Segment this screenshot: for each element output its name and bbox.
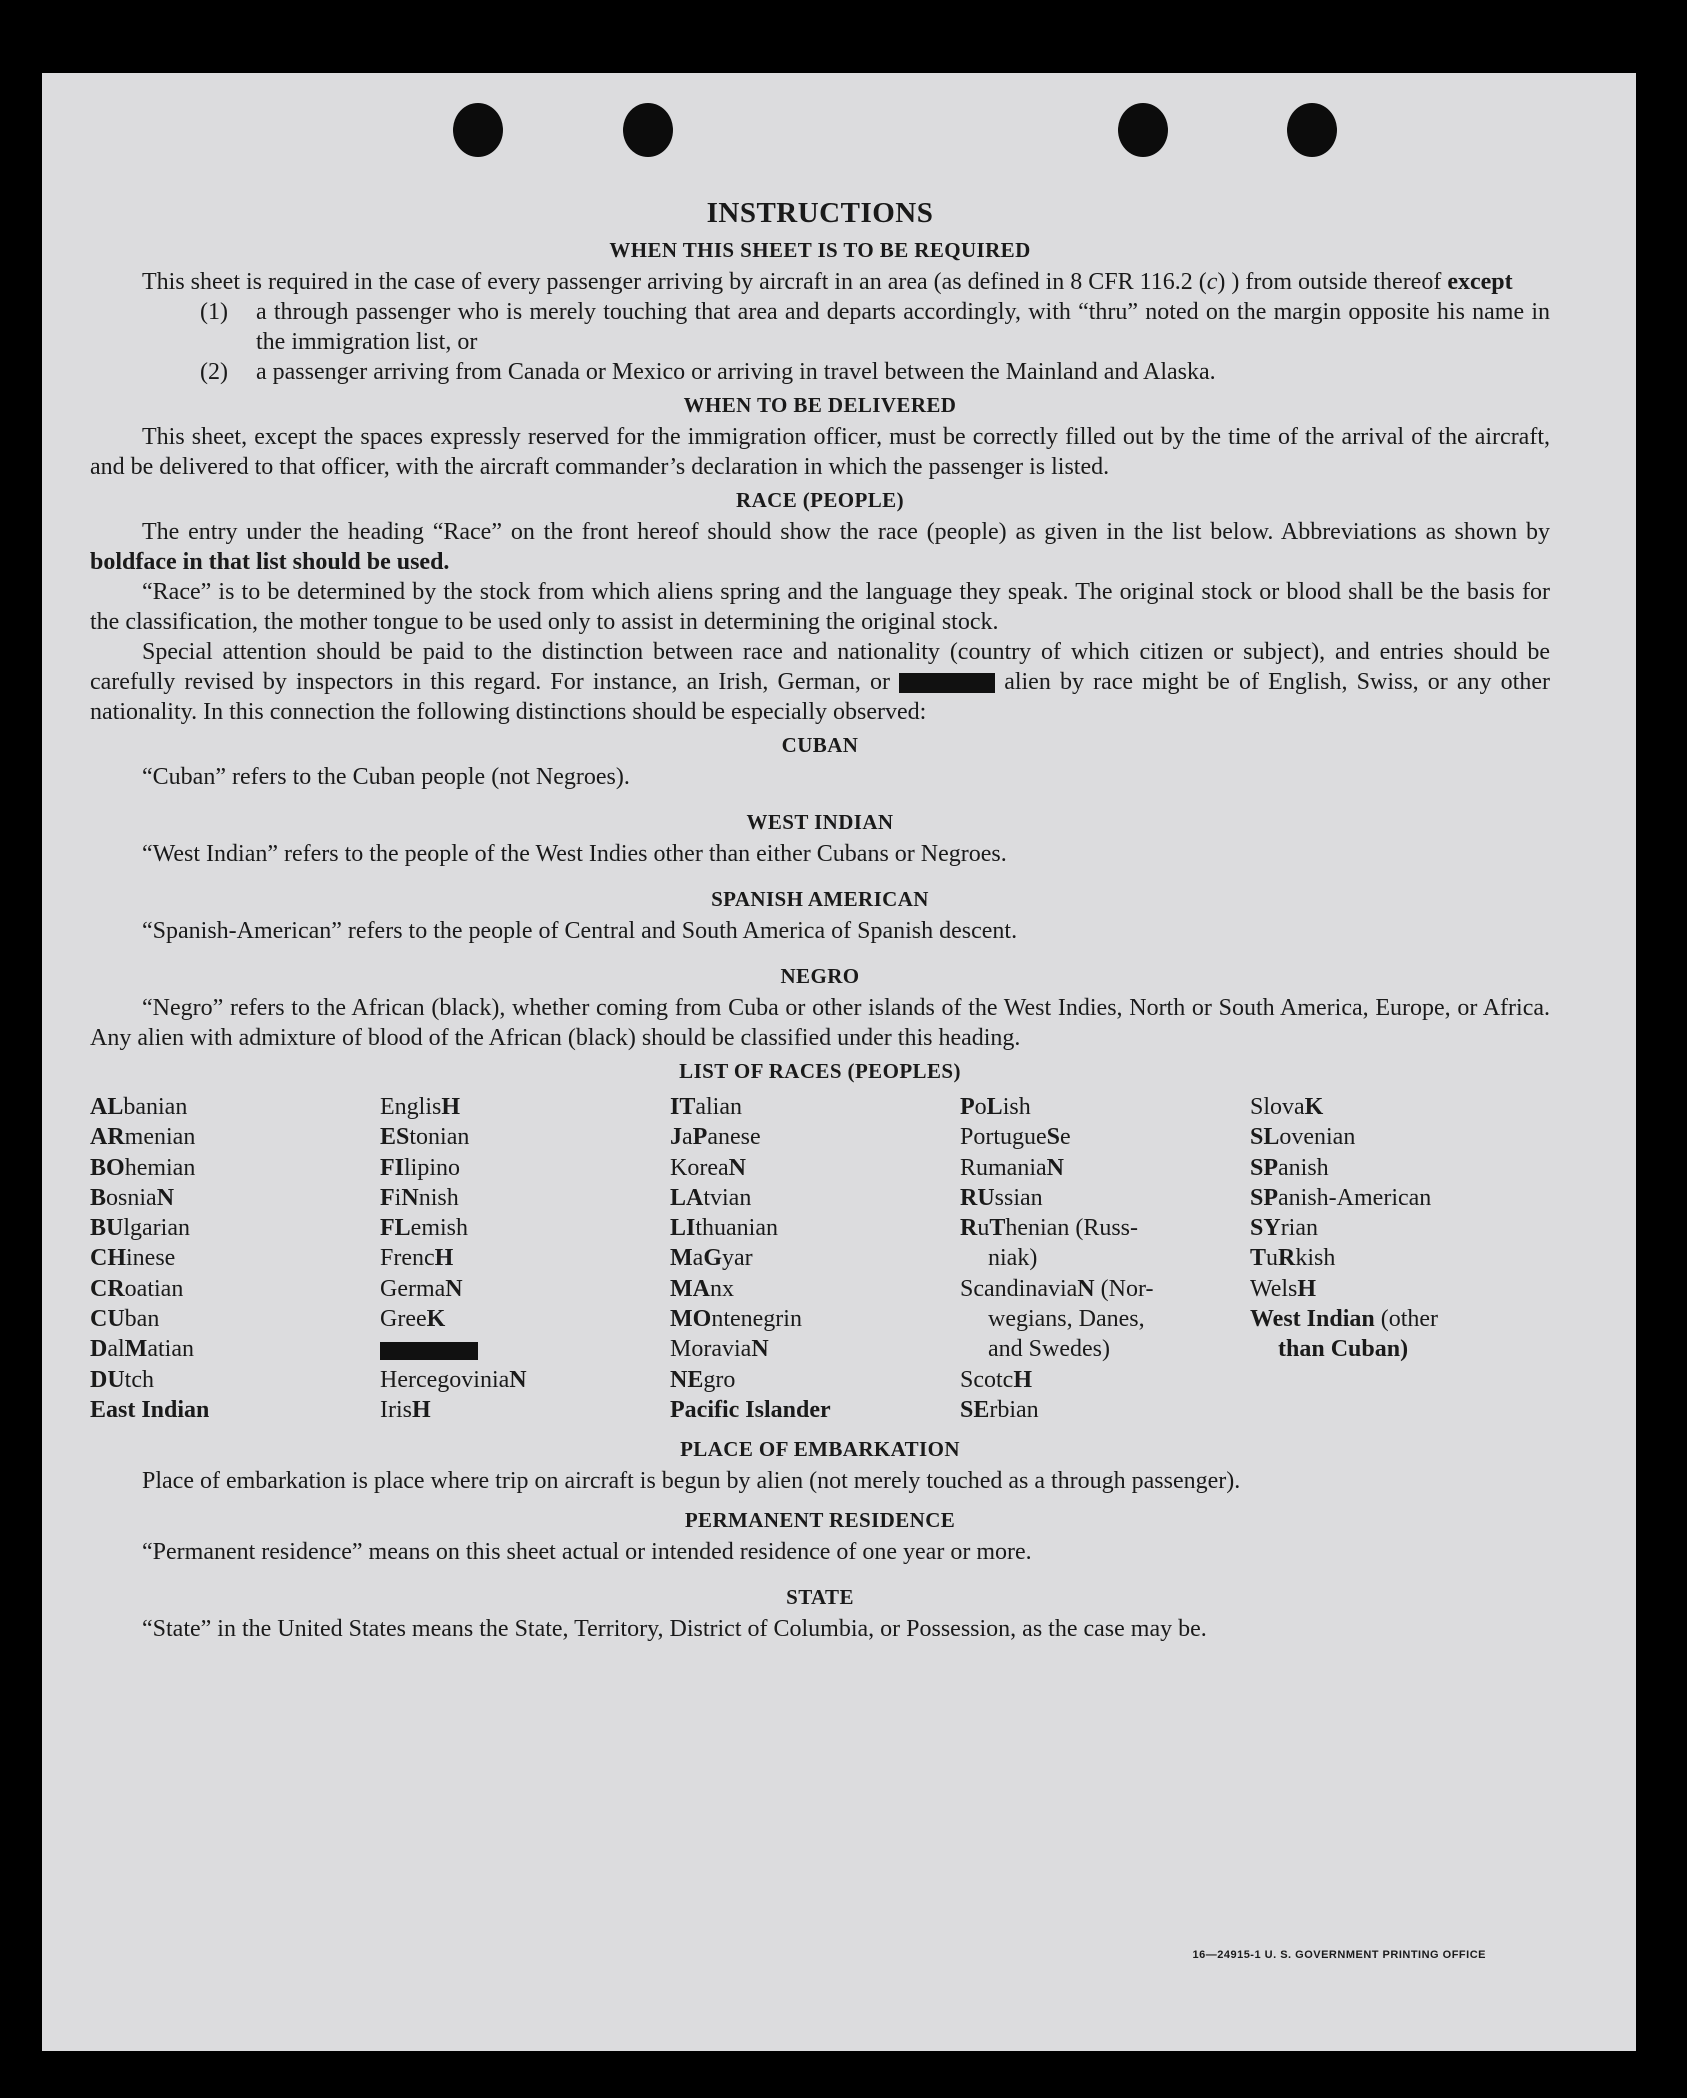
punch-hole [1118, 103, 1168, 157]
race-entry: niak) [988, 1245, 1038, 1272]
race-column [1250, 1092, 1550, 1425]
heading-west-indian: WEST INDIAN [746, 810, 894, 834]
paragraph-race-3: Special attention should be paid to the distinction between race and nationality (country of which citizen or subject), and entries should be carefully revised by inspectors in this regard. For instance, an Irish, German, or alien by race might be of English, Swiss, or any other nationality. In this connection the following distinctions should be especially observed: [90, 639, 1550, 725]
heading-state: STATE [786, 1585, 854, 1610]
heading-negro: NEGRO [780, 964, 860, 988]
paragraph-permanent-residence: “Permanent residence” means on this sheet actual or intended residence of one year or more. [142, 1539, 1032, 1566]
race-column [380, 1092, 670, 1425]
race-entry: CHinese [90, 1245, 176, 1272]
race-entry: ARmenian [90, 1124, 196, 1151]
race-entry: GermaN [380, 1275, 463, 1302]
race-entry: Pacific Islander [670, 1396, 831, 1423]
race-entry: SlovaK [1250, 1094, 1324, 1120]
race-entry: JaPanese [670, 1124, 761, 1151]
punch-hole [1287, 103, 1337, 157]
race-entry: EStonian [380, 1124, 470, 1151]
race-entry: East Indian [90, 1396, 210, 1423]
race-entry: DUtch [90, 1366, 154, 1393]
race-entry: MoraviaN [670, 1336, 769, 1363]
paragraph-race-2: “Race” is to be determined by the stock from which aliens spring and the language they speak. The original stock or blood shall be the basis for the classification, the mother tongue to be used only to assist in determining the original stock. [90, 579, 1550, 635]
race-entry: NEgro [670, 1366, 736, 1393]
heading-when-delivered: WHEN TO BE DELIVERED [683, 393, 957, 417]
race-entry: GreeK [380, 1306, 446, 1333]
punch-hole [623, 103, 673, 157]
race-entry: RuThenian (Russ- [960, 1215, 1139, 1242]
race-entry: ScandinaviaN (Nor- [960, 1275, 1154, 1302]
race-entry: MAnx [670, 1275, 734, 1302]
document-body [90, 197, 1550, 1644]
race-entry: PortugueSe [960, 1124, 1071, 1151]
race-entry: WelsH [1250, 1275, 1317, 1302]
paragraph-embarkation: Place of embarkation is place where trip on aircraft is begun by alien (not merely touched as a through passenger). [142, 1468, 1241, 1495]
race-entry: EnglisH [380, 1094, 461, 1120]
race-entry: KoreaN [670, 1154, 746, 1181]
page-title: INSTRUCTIONS [706, 197, 934, 229]
exception-item-2: (2) a passenger arriving from Canada or Mexico or arriving in travel between the Mainland and Alaska. [200, 359, 1216, 385]
printer-imprint: 16—24915-1 U. S. GOVERNMENT PRINTING OFFICE [1192, 1949, 1486, 1961]
race-entry: FrencH [380, 1245, 454, 1272]
instruction-sheet [42, 73, 1636, 2051]
race-entry: LIthuanian [670, 1215, 778, 1242]
race-entry: LAtvian [670, 1184, 752, 1211]
heading-cuban: CUBAN [781, 733, 859, 757]
race-entry [380, 1334, 670, 1364]
race-entry: BosniaN [90, 1184, 175, 1211]
race-entry: RumaniaN [960, 1154, 1064, 1181]
race-entry: MOntenegrin [670, 1306, 802, 1333]
race-entry: wegians, Danes, [988, 1306, 1145, 1333]
race-entry: CRoatian [90, 1275, 184, 1302]
race-entry: SErbian [960, 1396, 1039, 1423]
race-entry: and Swedes) [988, 1336, 1110, 1363]
heading-spanish-american: SPANISH AMERICAN [711, 887, 929, 911]
race-entry: HercegoviniaN [380, 1366, 527, 1393]
race-entry: BOhemian [90, 1154, 196, 1181]
race-entry: SPanish-American [1250, 1184, 1432, 1211]
heading-race: RACE (PEOPLE) [736, 488, 904, 512]
paragraph-required: This sheet is required in the case of every passenger arriving by aircraft in an area (as defined in 8 CFR 116.2 (c) ) from outside thereof except [142, 269, 1513, 295]
paragraph-spanish-american: “Spanish-American” refers to the people of Central and South America of Spanish descent. [142, 918, 1018, 944]
paragraph-negro: “Negro” refers to the African (black), whether coming from Cuba or other islands of the West Indies, North or South America, Europe, or Africa. Any alien with admixture of blood of the African (black) should be classified under this heading. [90, 995, 1550, 1051]
race-entry: PoLish [960, 1094, 1031, 1120]
race-entry: TuRkish [1250, 1245, 1336, 1272]
redaction-mark [899, 673, 995, 693]
heading-when-required: WHEN THIS SHEET IS TO BE REQUIRED [609, 238, 1031, 262]
redaction-mark [380, 1342, 478, 1360]
race-entry: DalMatian [90, 1336, 194, 1363]
heading-list-of-races: LIST OF RACES (PEOPLES) [679, 1059, 961, 1083]
paragraph-delivered: This sheet, except the spaces expressly reserved for the immigration officer, must be correctly filled out by the time of the arrival of the aircraft, and be delivered to that officer, with the aircraft commander’s declaration in which the passenger is listed. [90, 424, 1550, 480]
race-entry: BUlgarian [90, 1215, 190, 1242]
paragraph-race-1: The entry under the heading “Race” on the front hereof should show the race (people) as given in the list below. Abbreviations as shown by boldface in that list should be used. [90, 519, 1550, 575]
race-entry: FIlipino [380, 1154, 461, 1181]
race-list [90, 1092, 1550, 1425]
race-entry: RUssian [960, 1184, 1043, 1211]
heading-embarkation: PLACE OF EMBARKATION [680, 1437, 960, 1462]
race-entry: ITalian [670, 1094, 742, 1120]
race-entry: CUban [90, 1306, 160, 1333]
race-entry: FLemish [380, 1215, 468, 1242]
race-entry: FiNnish [380, 1184, 459, 1211]
race-entry: SLovenian [1250, 1124, 1356, 1151]
race-column [960, 1092, 1250, 1425]
paragraph-west-indian: “West Indian” refers to the people of the West Indies other than either Cubans or Negroes. [142, 841, 1007, 867]
race-column [670, 1092, 960, 1425]
race-entry: than Cuban) [1278, 1336, 1409, 1363]
exception-item-1: (1) a through passenger who is merely touching that area and departs accordingly, with “thru” noted on the margin opposite his name in the immigration list, or [200, 299, 1550, 355]
race-entry: IrisH [380, 1396, 431, 1423]
race-entry: SYrian [1250, 1215, 1318, 1242]
punch-hole [453, 103, 503, 157]
race-entry: MaGyar [670, 1245, 753, 1272]
paragraph-cuban: “Cuban” refers to the Cuban people (not Negroes). [142, 764, 630, 790]
paragraph-state: “State” in the United States means the State, Territory, District of Columbia, or Possession, as the case may be. [142, 1616, 1207, 1643]
race-entry: SPanish [1250, 1154, 1329, 1181]
heading-permanent-residence: PERMANENT RESIDENCE [684, 1508, 956, 1533]
race-column [90, 1092, 380, 1425]
race-entry: ScotcH [960, 1366, 1032, 1393]
race-entry: West Indian (other [1250, 1306, 1439, 1333]
race-entry: ALbanian [90, 1094, 188, 1120]
